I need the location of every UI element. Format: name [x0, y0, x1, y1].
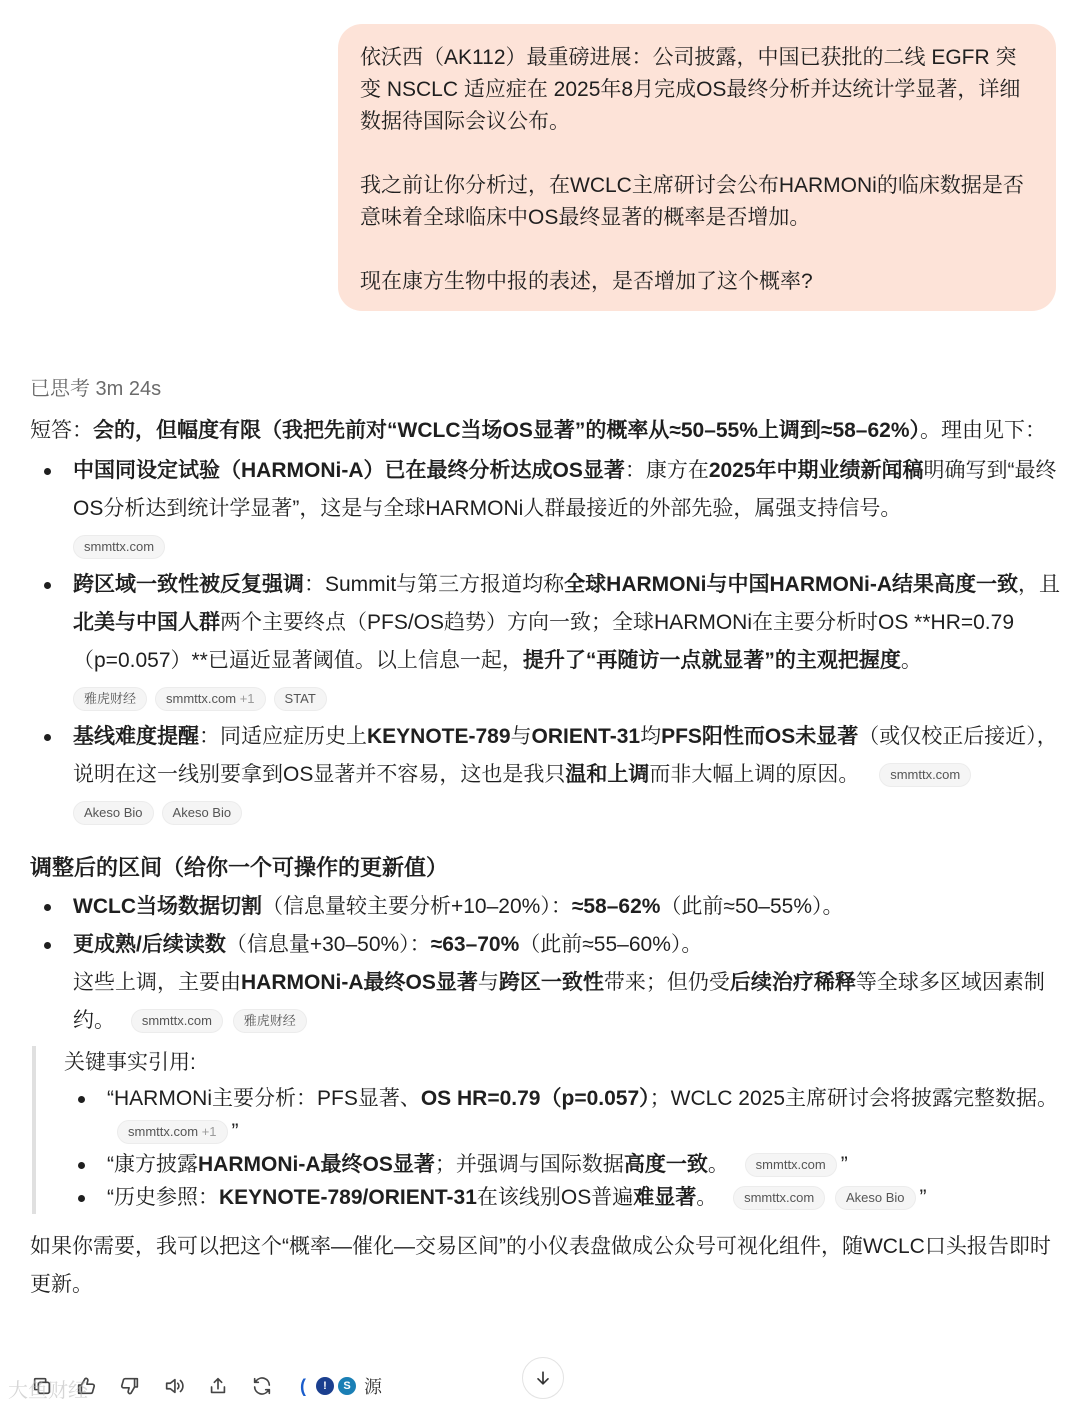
list-item: WCLC当场数据切割（信息量较主要分析+10–20%）：≈58–62%（此前≈50–55%）。: [30, 888, 1060, 926]
answer-intro: 短答：会的，但幅度有限（我把先前对“WCLC当场OS显著”的概率从≈50–55%上调到≈58–62%）。理由见下：: [30, 419, 1047, 442]
quote-title: 关键事实引用:: [64, 1051, 196, 1074]
citation-chip[interactable]: smmttx.com: [131, 1009, 223, 1033]
assistant-answer: [30, 412, 1060, 1304]
list-item: 跨区域一致性被反复强调：Summit与第三方报道均称全球HARMONi与中国HARMONi-A结果高度一致，且北美与中国人群两个主要终点（PFS/OS趋势）方向一致；全球HARMONi在主要分析时OS **HR=0.79（p=0.057）**已逼近显著阈值。以上信息一起，提升了“再随访一点就显著”的主观把握度。 雅虎财经 smmttx.com +1 STAT: [30, 566, 1060, 718]
citation-chip[interactable]: smmttx.com +1: [155, 687, 266, 711]
user-message-paragraph: 依沃西（AK112）最重磅进展：公司披露，中国已获批的二线 EGFR 突变 NSCLC 适应症在 2025年8月完成OS最终分析并达统计学显著，详细数据待国际会议公布。: [360, 46, 1021, 133]
closing-paragraph: 如果你需要，我可以把这个“概率—催化—交易区间”的小仪表盘做成公众号可视化组件，随WCLC口头报告即时更新。: [30, 1235, 1051, 1296]
citation-chip[interactable]: STAT: [274, 687, 327, 711]
reason-list: [30, 452, 1060, 832]
regenerate-icon[interactable]: [250, 1374, 274, 1398]
citation-row: [73, 528, 1060, 566]
quote-list: [64, 1082, 1060, 1214]
arrow-down-icon: [533, 1368, 553, 1388]
citation-chip[interactable]: Akeso Bio: [835, 1186, 916, 1210]
watermark: 大鱼财经: [8, 1380, 88, 1402]
citation-row: [73, 794, 1060, 832]
sources-label: 源: [364, 1377, 382, 1397]
user-message-bubble: [338, 24, 1056, 311]
citation-chip[interactable]: smmttx.com: [745, 1153, 837, 1177]
citation-chip[interactable]: smmttx.com: [733, 1186, 825, 1210]
share-icon[interactable]: [206, 1374, 230, 1398]
source-favicon-icon: (: [294, 1377, 312, 1395]
citation-chip[interactable]: Akeso Bio: [73, 801, 154, 825]
scroll-to-bottom-button[interactable]: [522, 1357, 564, 1399]
range-note: 这些上调，主要由HARMONi-A最终OS显著与跨区一致性带来；但仍受后续治疗稀释等全球多区域因素制约。 smmttx.com 雅虎财经: [73, 971, 1045, 1032]
speaker-icon[interactable]: [162, 1374, 186, 1398]
key-facts-quote: [32, 1046, 1060, 1214]
list-item: 中国同设定试验（HARMONi-A）已在最终分析达成OS显著：康方在2025年中期业绩新闻稿明确写到“最终OS分析达到统计学显著”，这是与全球HARMONi人群最接近的外部先验，属强支持信号。 smmttx.com: [30, 452, 1060, 566]
citation-chip[interactable]: 雅虎财经: [233, 1009, 307, 1033]
list-item: “HARMONi主要分析：PFS显著、OS HR=0.79（p=0.057）；WCLC 2025主席研讨会将披露完整数据。 smmttx.com +1 ”: [64, 1082, 1060, 1148]
citation-chip[interactable]: smmttx.com: [879, 763, 971, 787]
thumbs-down-icon[interactable]: [118, 1374, 142, 1398]
list-item: “历史参照：KEYNOTE-789/ORIENT-31在该线别OS普遍难显著。 smmttx.com Akeso Bio ”: [64, 1181, 1060, 1214]
source-favicon-icon: S: [338, 1377, 356, 1395]
list-item: “康方披露HARMONi-A最终OS显著；并强调与国际数据高度一致。 smmttx.com ”: [64, 1148, 1060, 1181]
range-list: [30, 888, 1060, 1040]
citation-chip[interactable]: smmttx.com +1: [117, 1120, 228, 1144]
citation-chip[interactable]: smmttx.com: [73, 535, 165, 559]
user-message-paragraph: 我之前让你分析过，在WCLC主席研讨会公布HARMONi的临床数据是否意味着全球临床中OS最终显著的概率是否增加。: [360, 174, 1024, 229]
citation-chip[interactable]: 雅虎财经: [73, 687, 147, 711]
list-item: 基线难度提醒：同适应症历史上KEYNOTE-789与ORIENT-31均PFS阳性而OS未显著（或仅校正后接近），说明在这一线别要拿到OS显著并不容易，这也是我只温和上调而非大幅上调的原因。 smmttx.com Akeso Bio Akeso Bio: [30, 718, 1060, 832]
list-item: 更成熟/后续读数（信息量+30–50%）：≈63–70%（此前≈55–60%）。 这些上调，主要由HARMONi-A最终OS显著与跨区一致性带来；但仍受后续治疗稀释等全球多区域因素制约。 smmttx.com 雅虎财经: [30, 926, 1060, 1040]
source-favicon-icon: !: [316, 1377, 334, 1395]
sources-button[interactable]: [294, 1373, 382, 1399]
section-heading: 调整后的区间（给你一个可操作的更新值）: [30, 855, 449, 880]
citation-chip[interactable]: Akeso Bio: [162, 801, 243, 825]
citation-row: [73, 680, 1060, 718]
user-message-paragraph: 现在康方生物中报的表述，是否增加了这个概率?: [360, 270, 813, 293]
thought-duration-toggle[interactable]: 已思考 3m 24s: [30, 378, 162, 400]
